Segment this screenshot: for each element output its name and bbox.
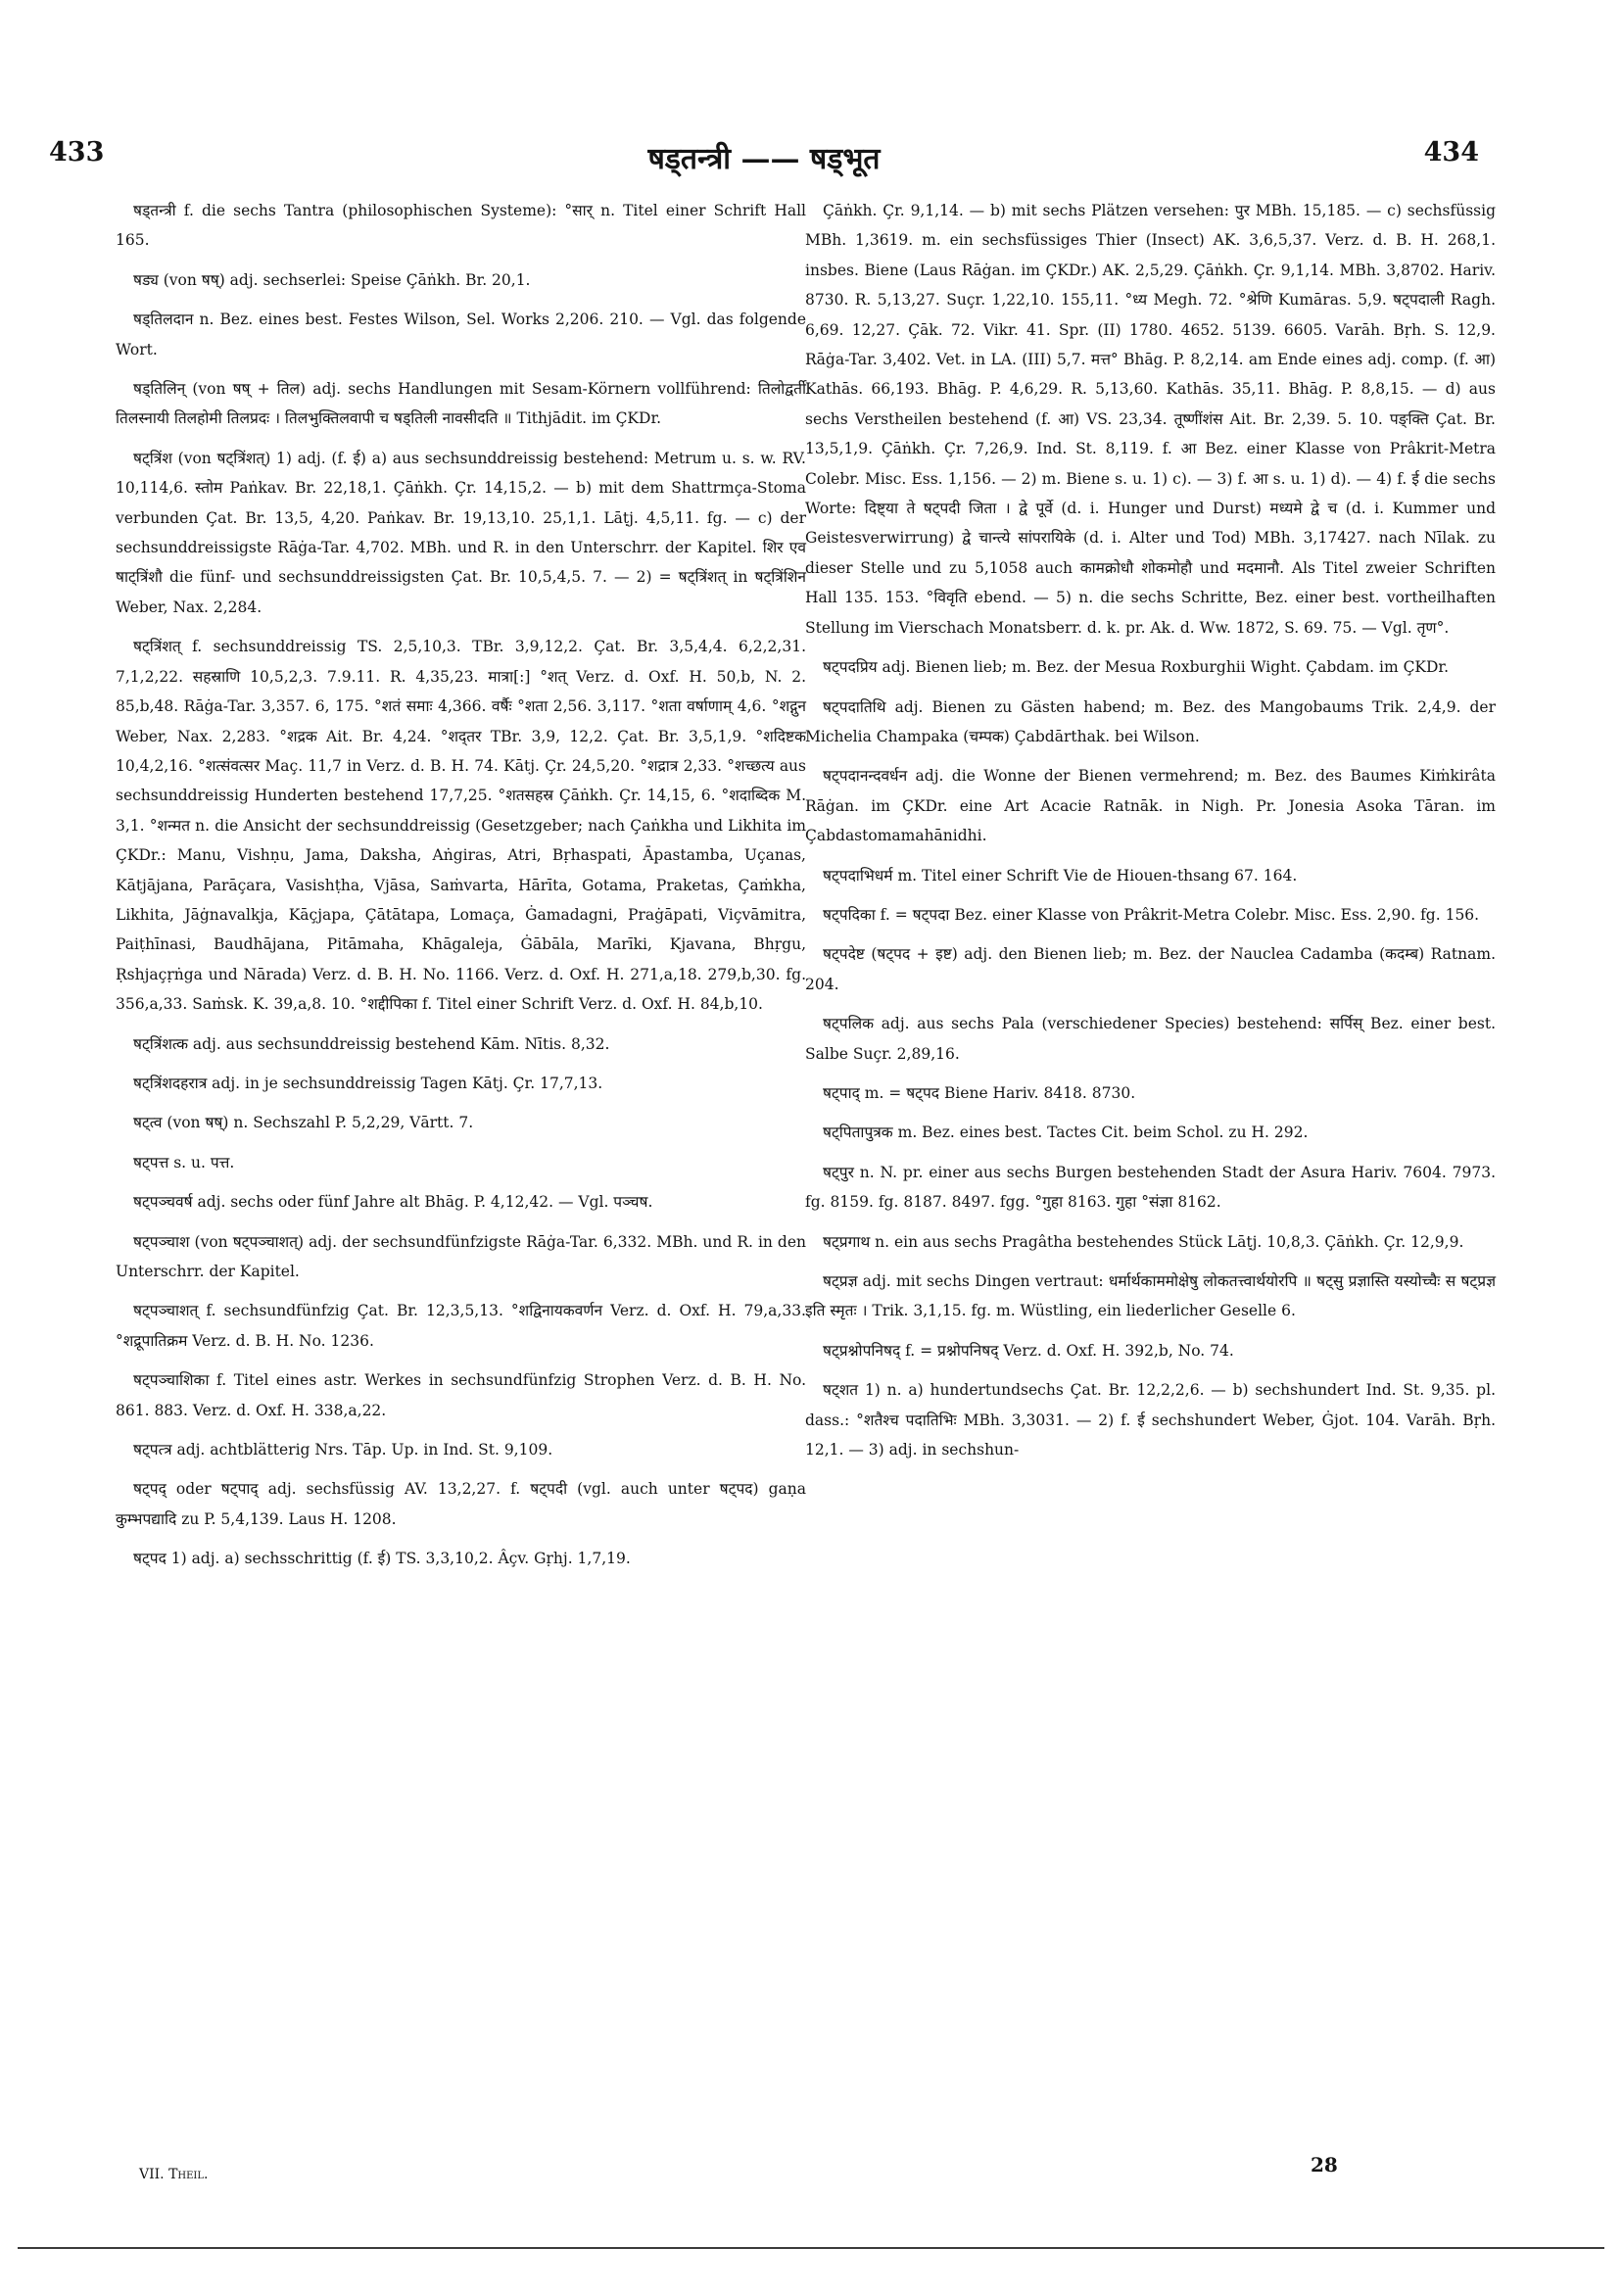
dictionary-entry: षट्प्रज्ञ adj. mit sechs Dingen vertraut: धर्मार्थकाममोक्षेषु लोकतत्त्वार्थयोरपि ॥ षट्सु प्रज्ञास्ति यस्योच्चैः स षट्प्रज्ञ इति स्मृतः । Trik. 3,1,15. fg. m. Wüstling, ein liederlicher Geselle 6.: [805, 1272, 1496, 1320]
dictionary-entry: षट्पत्त्र adj. achtblätterig Nrs. Tāp. Up. in Ind. St. 9,109.: [133, 1441, 553, 1459]
dictionary-entry: षट्पद् oder षट्पाद् adj. sechsfüssig AV. 13,2,27. f. षट्पदी (vgl. auch unter षट्पद) gaṇa कुम्भपद्यादि zu P. 5,4,139. Laus H. 1208.: [116, 1480, 806, 1528]
dictionary-entry: षट्प्रगाथ n. ein aus sechs Pragâtha bestehendes Stück Lāṭj. 10,8,3. Çāṅkh. Çr. 12,9,9.: [823, 1232, 1464, 1251]
dictionary-entry: षट्पञ्चाश (von षट्पञ्चाशत्) adj. der sechsundfünfzigste Rāġa-Tar. 6,332. MBh. und R. in den Unterschrr. der Kapitel.: [116, 1232, 806, 1280]
left-column: [116, 196, 806, 1584]
dictionary-entry: षट्पद 1) adj. a) sechsschrittig (f. ई) TS. 3,3,10,2. Âçv. Gṛhj. 1,7,19.: [133, 1550, 631, 1568]
dictionary-entry: षट्पदेष्ट (षट्पद + इष्ट) adj. den Bienen lieb; m. Bez. der Nauclea Cadamba (कदम्ब) Ratnam. 204.: [805, 945, 1496, 993]
right-column: [805, 196, 1496, 1474]
dictionary-entry: षट्त्रिंश (von षट्त्रिंशत्) 1) adj. (f. ई) a) aus sechsunddreissig bestehend: Metrum u. s. w. RV. 10,114,6. स्तोम Paṅkav. Br. 22,18,1. Çāṅkh. Çr. 14,15,2. — b) mit dem Shattrmça-Stoma verbunden Çat. Br. 13,5, 4,20. Paṅkav. Br. 19,13,10. 25,1,1. Lāṭj. 4,5,11. fg. — c) der sechsunddreissigste Rāġa-Tar. 4,702. MBh. und R. in den Unterschrr. der Kapitel. शिर एव षाट्त्रिंशौ die fünf- und sechsunddreissigsten Çat. Br. 10,5,4,5. 7. — 2) = षट्त्रिंशत् in षट्त्रिंशिन Weber, Nax. 2,284.: [116, 449, 806, 616]
dictionary-entry: षट्पुर n. N. pr. einer aus sechs Burgen bestehenden Stadt der Asura Hariv. 7604. 7973. fg. 8159. fg. 8187. 8497. fgg. °गुहा 8163. गुहा °संज्ञा 8162.: [805, 1163, 1496, 1212]
dictionary-entry: षड्तिलिन् (von षष् + तिल) adj. sechs Handlungen mit Sesam-Körnern vollführend: तिलोद्वर्ती तिलस्नायी तिलहोमी तिलप्रदः । तिलभुक्तिलवापी च षड्तिली नावसीदति ॥ Tithjādit. im ÇKDr.: [116, 380, 806, 428]
dictionary-entry: षट्पदानन्दवर्धन adj. die Wonne der Bienen vermehrend; m. Bez. des Baumes Kiṁkirâta Rāġan. im ÇKDr. eine Art Acacie Ratnāk. in Nigh. Pr. Jonesia Asoka Tāran. im Çabdastomamahānidhi.: [805, 767, 1496, 845]
dictionary-entry: षड्य (von षष्) adj. sechserlei: Speise Çāṅkh. Br. 20,1.: [133, 270, 531, 289]
running-title: षड्तन्त्री —— षड्भूत: [647, 142, 881, 176]
page-number-right: 434: [1423, 137, 1479, 167]
dictionary-entry: षट्पाद् m. = षट्पद Biene Hariv. 8418. 8730.: [823, 1083, 1136, 1102]
page-number-left: 433: [49, 137, 105, 167]
dictionary-entry: षट्पदातिथि adj. Bienen zu Gästen habend; m. Bez. des Mangobaums Trik. 2,4,9. der Michelia Champaka (चम्पक) Çabdārthak. bei Wilson.: [805, 697, 1496, 745]
dictionary-entry: षड्तिलदान n. Bez. eines best. Festes Wilson, Sel. Works 2,206. 210. — Vgl. das folgende Wort.: [116, 311, 806, 359]
dictionary-entry: षट्पदप्रिय adj. Bienen lieb; m. Bez. der Mesua Roxburghii Wight. Çabdam. im ÇKDr.: [823, 658, 1450, 677]
dictionary-entry: षट्शत 1) n. a) hundertundsechs Çat. Br. 12,2,2,6. — b) sechshundert Ind. St. 9,35. pl. dass.: °शतैश्च पदातिभिः MBh. 3,3031. — 2) f. ई sechshundert Weber, Ġjot. 104. Varāh. Bṛh. 12,1. — 3) adj. in sechshun-: [805, 1381, 1496, 1459]
dictionary-entry: षट्पञ्चाशिका f. Titel eines astr. Werkes in sechsundfünfzig Strophen Verz. d. B. H. No. 861. 883. Verz. d. Oxf. H. 338,a,22.: [116, 1371, 806, 1419]
dictionary-entry: षट्त्रिंशदहरात्र adj. in je sechsunddreissig Tagen Kātj. Çr. 17,7,13.: [133, 1074, 603, 1092]
bottom-rule: [18, 2247, 1604, 2249]
dictionary-entry: षट्त्रिंशत्क adj. aus sechsunddreissig bestehend Kām. Nītis. 8,32.: [133, 1034, 610, 1053]
dictionary-entry: षट्प्रश्नोपनिषद् f. = प्रश्नोपनिषद् Verz. d. Oxf. H. 392,b, No. 74.: [823, 1341, 1234, 1360]
dictionary-entry: षट्पञ्चवर्ष adj. sechs oder fünf Jahre alt Bhāg. P. 4,12,42. — Vgl. पञ्चष.: [133, 1193, 653, 1212]
dictionary-entry: षट्पत्त s. u. पत्त.: [133, 1153, 235, 1172]
sheet-number: 28: [1311, 2153, 1338, 2176]
dictionary-entry: षड्तन्त्री f. die sechs Tantra (philosophischen Systeme): °सार् n. Titel einer Schrift Hall 165.: [116, 202, 806, 250]
page-header: [49, 137, 1479, 186]
dictionary-entry: षट्पलिक adj. aus sechs Pala (verschiedener Species) bestehend: सर्पिस् Bez. einer best. Salbe Suçr. 2,89,16.: [805, 1015, 1496, 1063]
dictionary-entry: षट्पञ्चाशत् f. sechsundfünfzig Çat. Br. 12,3,5,13. °शद्विनायकवर्णन Verz. d. Oxf. H. 79,a,33. °शद्रूपातिक्रम Verz. d. B. H. No. 1236.: [116, 1302, 806, 1350]
dictionary-entry: षट्पदिका f. = षट्पदा Bez. einer Klasse von Prâkrit-Metra Colebr. Misc. Ess. 2,90. fg. 156.: [823, 905, 1480, 924]
volume-signature: VII. Theil.: [139, 2167, 209, 2182]
dictionary-entry: षट्पितापुत्रक m. Bez. eines best. Tactes Cit. beim Schol. zu H. 292.: [823, 1124, 1309, 1142]
dictionary-entry: षट्त्व (von षष्) n. Sechszahl P. 5,2,29, Vārtt. 7.: [133, 1114, 474, 1132]
dictionary-entry: षट्पदाभिधर्म m. Titel einer Schrift Vie de Hiouen-thsang 67. 164.: [823, 866, 1298, 885]
dictionary-entry: Çāṅkh. Çr. 9,1,14. — b) mit sechs Plätzen versehen: पुर MBh. 15,185. — c) sechsfüssig MBh. 1,3619. m. ein sechsfüssiges Thier (Insect) AK. 3,6,5,37. Verz. d. B. H. 268,1. insbes. Biene (Laus Rāġan. im ÇKDr.) AK. 2,5,29. Çāṅkh. Çr. 9,1,14. MBh. 3,8702. Hariv. 8730. R. 5,13,27. Suçr. 1,22,10. 155,11. °ध्य Megh. 72. °श्रेणि Kumāras. 5,9. षट्पदाली Ragh. 6,69. 12,27. Çāk. 72. Vikr. 41. Spr. (II) 1780. 4652. 5139. 6605. Varāh. Bṛh. S. 12,9. Rāġa-Tar. 3,402. Vet. in LA. (III) 5,7. मत्त° Bhāg. P. 8,2,14. am Ende eines adj. comp. (f. आ) Kathās. 66,193. Bhāg. P. 4,6,29. R. 5,13,60. Kathās. 35,11. Bhāg. P. 8,8,15. — d) aus sechs Verstheilen bestehend (f. आ) VS. 23,34. तूष्णींशंस Ait. Br. 2,39. 5. 10. पङ्क्ति Çat. Br. 13,5,1,9. Çāṅkh. Çr. 7,26,9. Ind. St. 8,119. f. आ Bez. einer Klasse von Prâkrit-Metra Colebr. Misc. Ess. 1,156. — 2) m. Biene s. u. 1) c). — 3) f. आ s. u. 1) d). — 4) f. ई die sechs Worte: दिष्ट्या ते षट्पदी जिता । द्वे पूर्वे (d. i. Hunger und Durst) मध्यमे द्वे च (d. i. Kummer und Geistesverwirrung) द्वे चान्त्ये सांपरायिके (d. i. Alter und Tod) MBh. 3,17427. nach Nīlak. zu dieser Stelle und zu 5,1058 auch कामक्रोधौ शोकमोहौ und मदमानौ. Als Titel zweier Schriften Hall 135. 153. °विवृति ebend. — 5) n. die sechs Schritte, Bez. einer best. vortheilhaften Stellung im Vierschach Monatsberr. d. k. pr. Ak. d. Ww. 1872, S. 69. 75. — Vgl. तृण°.: [805, 202, 1496, 637]
dictionary-entry: षट्त्रिंशत् f. sechsunddreissig TS. 2,5,10,3. TBr. 3,9,12,2. Çat. Br. 3,5,4,4. 6,2,2,31. 7,1,2,22. सहस्राणि 10,5,2,3. 7.9.11. R. 4,35,23. मात्रा[:] °शत् Verz. d. Oxf. H. 50,b, N. 2. 85,b,48. Rāġa-Tar. 3,357. 6, 175. °शतं समाः 4,366. वर्षैः °शता 2,56. 3,117. °शता वर्षाणाम् 4,6. °शद्गुन Weber, Nax. 2,283. °शद्रक Ait. Br. 4,24. °शद्तर TBr. 3,9, 12,2. Çat. Br. 3,5,1,9. °शदिष्टक 10,4,2,16. °शत्संवत्सर Maç. 11,7 in Verz. d. B. H. 74. Kātj. Çr. 24,5,20. °शद्रात्र 2,33. °शच्छत्य aus sechsunddreissig Hunderten bestehend 17,7,25. °शतसहस्र Çāṅkh. Çr. 14,15, 6. °शदाब्दिक M. 3,1. °शन्मत n. die Ansicht der sechsunddreissig (Gesetzgeber; nach Çaṅkha und Likhita im ÇKDr.: Manu, Vishṇu, Jama, Daksha, Aṅgiras, Atri, Bṛhaspati, Āpastamba, Uçanas, Kātjājana, Parāçara, Vasishṭha, Vjāsa, Saṁvarta, Hārīta, Gotama, Praketas, Çaṁkha, Likhita, Jāġnavalkja, Kāçjapa, Çātātapa, Lomaça, Ġamadagni, Praġāpati, Viçvāmitra, Paiṭhīnasi, Baudhājana, Pitāmaha, Khāgaleja, Ġābāla, Marīki, Kjavana, Bhṛgu, Ṛshjaçṛṅga und Nārada) Verz. d. B. H. No. 1166. Verz. d. Oxf. H. 271,a,18. 279,b,30. fg. 356,a,33. Saṁsk. K. 39,a,8. 10. °शद्दीपिका f. Titel einer Schrift Verz. d. Oxf. H. 84,b,10.: [116, 638, 806, 1014]
